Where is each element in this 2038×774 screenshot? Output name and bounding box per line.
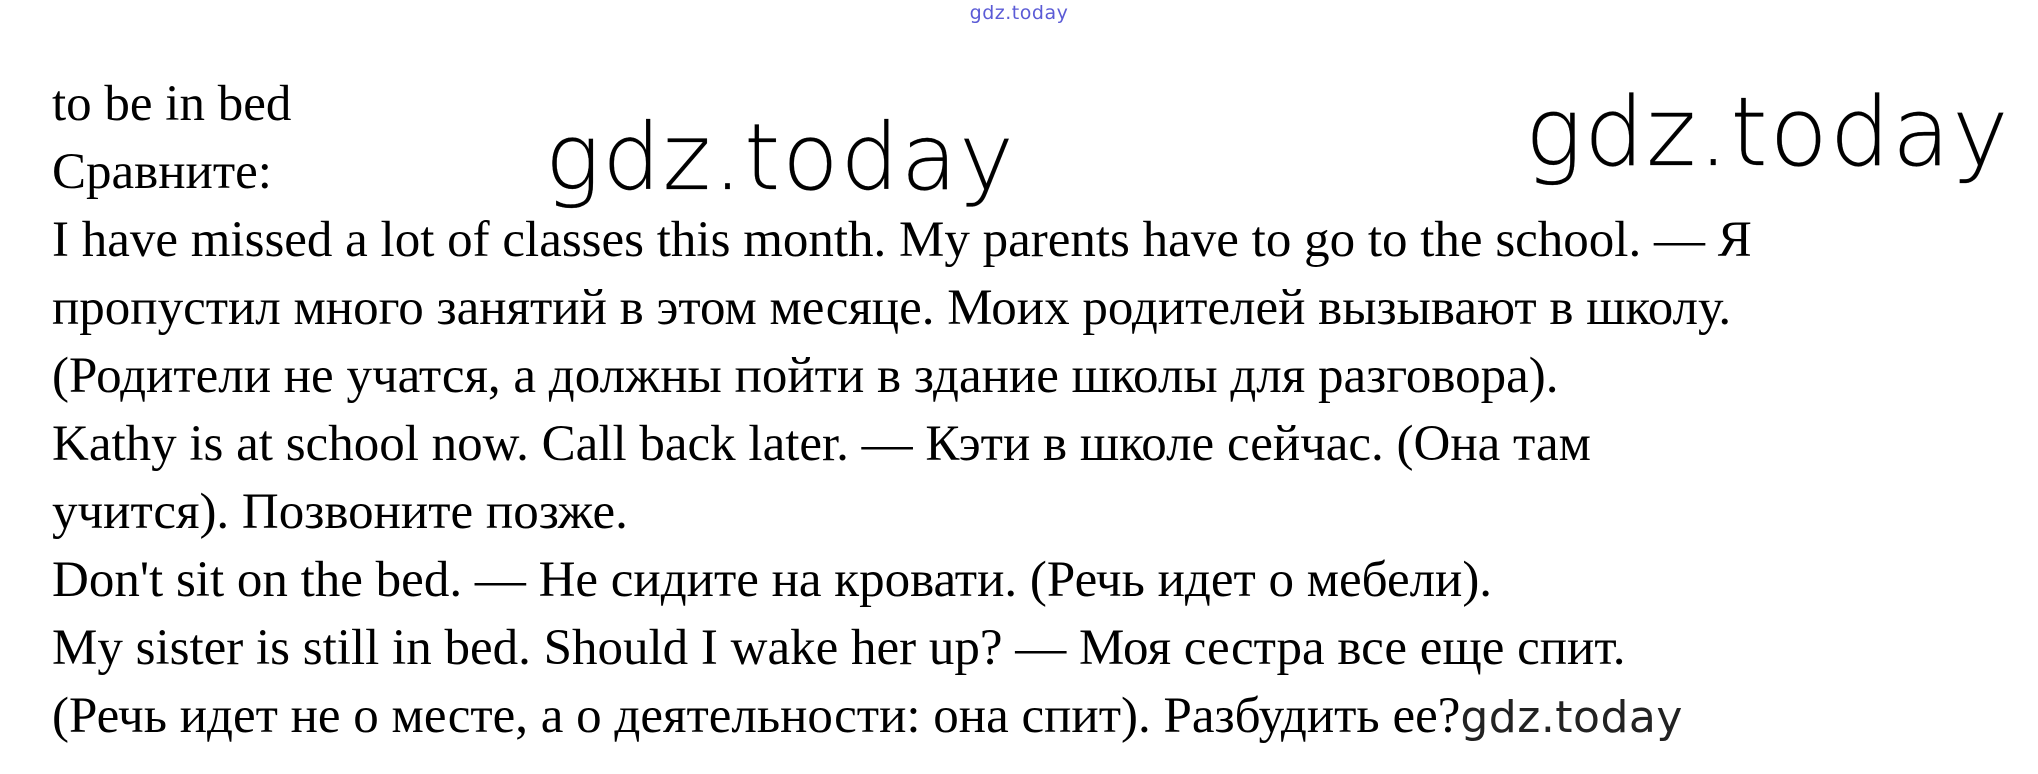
text-line: Don't sit on the bed. — Не сидите на кровати. (Речь идет о мебели). [52,552,1493,608]
heading-phrase: to be in bed [52,76,292,132]
compare-label: Сравните: [52,144,272,200]
inline-watermark: gdz.today [1460,692,1683,743]
text-line: Kathy is at school now. Call back later. — Кэти в школе сейчас. (Она там [52,416,1591,472]
text-line-last [52,682,2012,752]
text-line-last-content: (Речь идет не о месте, а о деятельности: она спит). Разбудить ее? [52,688,1461,744]
text-line: My sister is still in bed. Should I wake her up? — Моя сестра все еще спит. [52,620,1626,676]
top-watermark: gdz.today [969,2,1069,24]
watermark-left: gdz.today [545,104,1016,211]
text-line: учится). Позвоните позже. [52,484,628,540]
text-line: I have missed a lot of classes this month. My parents have to go to the school. — Я [52,212,1752,268]
text-line: пропустил много занятий в этом месяце. Моих родителей вызывают в школу. [52,280,1732,336]
watermark-right: gdz.today [1525,78,2011,188]
text-line: (Родители не учатся, а должны пойти в здание школы для разговора). [52,348,1559,404]
